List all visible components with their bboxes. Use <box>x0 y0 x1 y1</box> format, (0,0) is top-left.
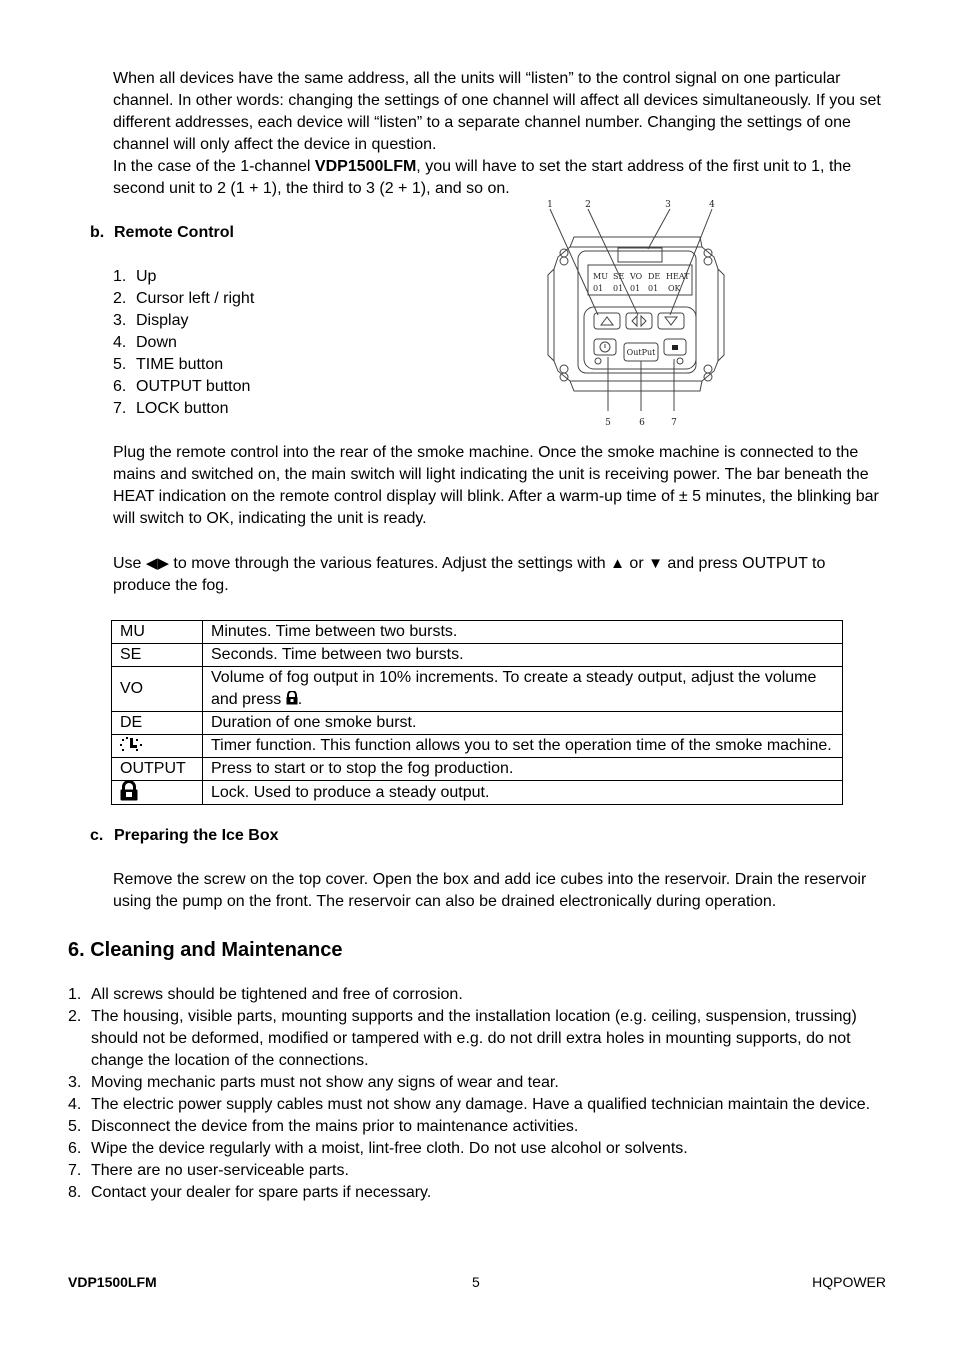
feature-key: MU <box>112 621 203 644</box>
ice-box-instructions <box>113 869 883 913</box>
text-line: mains and switched on, the main switch will light indicating the unit is receiving power. The bar beneath the <box>113 466 869 483</box>
left-right-arrows-icon: ◀▶ <box>145 555 169 572</box>
display-value: 01 <box>630 284 641 293</box>
list-item <box>113 288 254 310</box>
intro-line: channel. In other words: changing the settings of one channel will affect all devices simultaneously. If you set <box>113 92 881 109</box>
heading-number: c. <box>90 827 104 844</box>
item-text: Contact your dealer for spare parts if necessary. <box>91 1184 432 1201</box>
text-run: . <box>297 691 303 708</box>
display-label: HEAT <box>666 272 690 281</box>
text-line: All screws should be tightened and free of corrosion. <box>91 986 463 1003</box>
list-item <box>68 1182 878 1204</box>
item-label: Display <box>136 312 189 329</box>
up-triangle-icon: ▲ <box>610 555 625 572</box>
text-run: or <box>624 555 649 572</box>
footer-model: VDP1500LFM <box>68 1274 157 1290</box>
list-item <box>68 984 878 1006</box>
item-label: Cursor left / right <box>136 290 255 307</box>
item-text <box>91 984 463 1006</box>
remote-instructions <box>113 442 883 530</box>
intro-line: second unit to 2 (1 + 1), the third to 3 (2 + 1), and so on. <box>113 180 510 197</box>
heading-number: b. <box>90 224 105 241</box>
item-text: Disconnect the device from the mains prior to maintenance activities. <box>91 1118 579 1135</box>
list-item <box>68 1138 878 1160</box>
display-label: DE <box>648 272 661 281</box>
text-line: produce the fog. <box>113 577 229 594</box>
callout-number: 2 <box>585 200 591 210</box>
navigation-instructions <box>113 553 883 597</box>
feature-key <box>112 781 203 805</box>
remote-control-diagram <box>540 195 740 430</box>
intro-text: In the case of the 1-channel <box>113 158 315 175</box>
feature-desc: Seconds. Time between two bursts. <box>203 644 843 667</box>
text-line: using the pump on the front. The reservoir can also be drained electronically during operation. <box>113 893 777 910</box>
feature-desc: Duration of one smoke burst. <box>203 712 843 735</box>
text-run: and press <box>211 691 286 708</box>
display-label: VO <box>630 272 643 281</box>
list-item <box>68 1116 878 1138</box>
item-number: 1. <box>68 986 82 1003</box>
timer-icon <box>120 737 144 753</box>
list-item <box>68 1094 878 1116</box>
feature-desc <box>203 667 843 712</box>
text-line: The housing, visible parts, mounting supports and the installation location (e.g. ceiling, suspension, trussing) <box>91 1008 857 1025</box>
feature-key: SE <box>112 644 203 667</box>
table-row <box>112 758 843 781</box>
item-text: The electric power supply cables must not show any damage. Have a qualified technician maintain the device. <box>91 1096 871 1113</box>
table-row <box>112 644 843 667</box>
text-line: Remove the screw on the top cover. Open the box and add ice cubes into the reservoir. Drain the reservoir <box>113 871 867 888</box>
text-run: Use <box>113 555 146 572</box>
intro-line: different addresses, each device will “listen” to a separate channel number. Changing the settings of one <box>113 114 851 131</box>
text-line: change the location of the connections. <box>91 1052 369 1069</box>
item-label: TIME button <box>136 356 224 373</box>
feature-desc: Timer function. This function allows you to set the operation time of the smoke machine. <box>203 735 843 758</box>
item-number: 3. <box>68 1074 82 1091</box>
item-number: 5. <box>68 1118 82 1135</box>
list-item <box>113 332 254 354</box>
list-item <box>113 354 254 376</box>
callout-number: 7 <box>671 418 677 428</box>
table-row <box>112 667 843 712</box>
item-number: 6. <box>68 1140 82 1157</box>
item-text: There are no user-serviceable parts. <box>91 1162 349 1179</box>
item-text <box>91 1006 857 1072</box>
feature-key: OUTPUT <box>112 758 203 781</box>
item-number: 2. <box>113 290 127 307</box>
table-row <box>112 621 843 644</box>
page-number: 5 <box>472 1274 480 1290</box>
feature-desc-line: Volume of fog output in 10% increments. To create a steady output, adjust the volume <box>211 669 817 686</box>
text-run: to move through the various features. Adjust the settings with <box>168 555 611 572</box>
heading-text: Remote Control <box>114 224 234 241</box>
list-item <box>113 376 254 398</box>
callout-number: 1 <box>547 200 553 210</box>
display-label: MU <box>593 272 608 281</box>
features-table <box>111 620 843 805</box>
item-number: 2. <box>68 1008 82 1025</box>
item-text: Moving mechanic parts must not show any signs of wear and tear. <box>91 1074 559 1091</box>
item-number: 4. <box>113 334 127 351</box>
text-line: will switch to OK, indicating the unit is ready. <box>113 510 427 527</box>
display-value: 01 <box>648 284 659 293</box>
intro-line: channel will only affect the device in question. <box>113 136 437 153</box>
item-number: 5. <box>113 356 127 373</box>
display-label: SE <box>613 272 625 281</box>
lock-icon <box>672 345 678 350</box>
footer-brand: HQPOWER <box>812 1274 886 1290</box>
item-label: LOCK button <box>136 400 229 417</box>
item-number: 4. <box>68 1096 82 1113</box>
feature-desc: Minutes. Time between two bursts. <box>203 621 843 644</box>
section-title: 6. Cleaning and Maintenance <box>68 939 343 961</box>
remote-control-heading <box>90 222 234 244</box>
lock-icon <box>120 781 138 801</box>
text-line: HEAT indication on the remote control display will blink. After a warm-up time of ± 5 minutes, the blinking bar <box>113 488 879 505</box>
item-number: 8. <box>68 1184 82 1201</box>
list-item <box>113 398 254 420</box>
item-number: 3. <box>113 312 127 329</box>
item-label: OUTPUT button <box>136 378 251 395</box>
list-item <box>113 266 254 288</box>
intro-line <box>113 156 883 178</box>
model-name: VDP1500LFM <box>314 158 417 175</box>
item-number: 7. <box>113 400 127 417</box>
list-item <box>113 310 254 332</box>
callout-number: 6 <box>639 418 645 428</box>
item-label: Up <box>136 268 157 285</box>
item-text: Wipe the device regularly with a moist, lint-free cloth. Do not use alcohol or solvents. <box>91 1140 688 1157</box>
intro-paragraph <box>113 68 883 200</box>
feature-key: VO <box>112 667 203 712</box>
down-triangle-icon: ▼ <box>648 555 663 572</box>
lock-icon <box>286 691 298 705</box>
display-value: OK <box>668 284 681 293</box>
text-line <box>113 553 883 575</box>
output-button-label: OutPut <box>626 348 656 357</box>
intro-text: , you will have to set the start address of the first unit to 1, the <box>416 158 852 175</box>
feature-desc: Lock. Used to produce a steady output. <box>203 781 843 805</box>
table-row <box>112 735 843 758</box>
display-value: 01 <box>593 284 604 293</box>
item-label: Down <box>136 334 177 351</box>
feature-key: DE <box>112 712 203 735</box>
item-number: 1. <box>113 268 127 285</box>
list-item <box>68 1072 878 1094</box>
feature-desc: Press to start or to stop the fog production. <box>203 758 843 781</box>
table-row <box>112 712 843 735</box>
display-value: 01 <box>613 284 624 293</box>
text-line: Plug the remote control into the rear of the smoke machine. Once the smoke machine is connected to the <box>113 444 859 461</box>
feature-desc-line <box>211 689 834 711</box>
callout-number: 5 <box>605 418 611 428</box>
list-item <box>68 1160 878 1182</box>
remote-control-parts-list <box>113 266 254 420</box>
callout-number: 4 <box>709 200 715 210</box>
intro-line: When all devices have the same address, all the units will “listen” to the control signal on one particular <box>113 70 841 87</box>
table-row <box>112 781 843 805</box>
maintenance-list <box>68 984 878 1204</box>
item-number: 7. <box>68 1162 82 1179</box>
heading-text: Preparing the Ice Box <box>114 827 279 844</box>
item-number: 6. <box>113 378 127 395</box>
text-run: and press OUTPUT to <box>662 555 826 572</box>
list-item <box>68 1006 878 1072</box>
ice-box-heading <box>90 825 279 847</box>
text-line: should not be deformed, modified or tampered with e.g. do not drill extra holes in mounting supports, do not <box>91 1030 851 1047</box>
feature-key <box>112 735 203 758</box>
callout-number: 3 <box>665 200 671 210</box>
